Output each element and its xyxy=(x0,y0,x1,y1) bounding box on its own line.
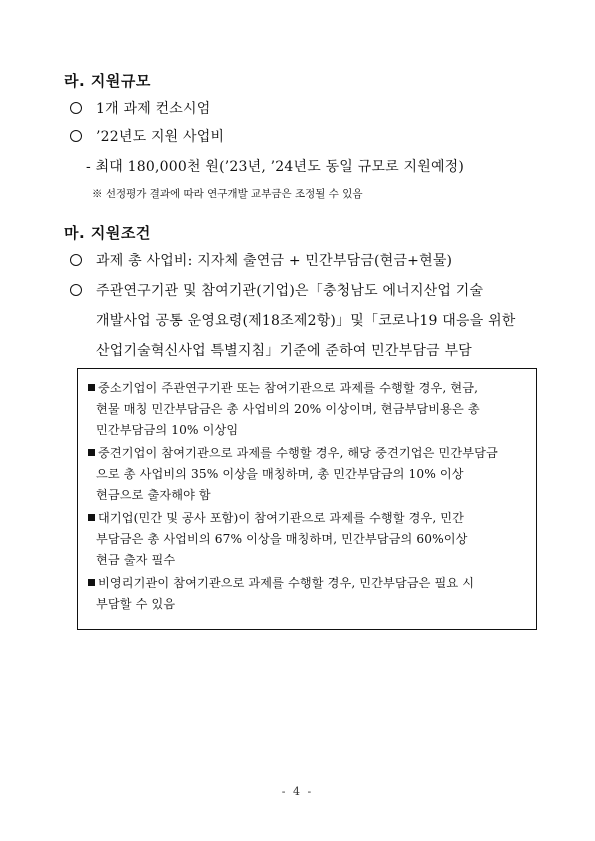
box-item-sme-line-1: 중소기업이 주관연구기관 또는 참여기관으로 과제를 수행할 경우, 현금, xyxy=(88,379,478,396)
filled-square-bullet-icon xyxy=(88,449,95,456)
filled-square-bullet-icon xyxy=(88,579,95,586)
support-conditions-item-2-line-2: 개발사업 공통 운영요령(제18조제2항)」및「코로나19 대응을 위한 xyxy=(96,313,516,329)
hollow-circle-bullet-icon xyxy=(70,130,82,142)
hollow-circle-bullet-icon xyxy=(70,102,82,114)
support-scale-item-2: ’22년도 지원 사업비 xyxy=(96,129,225,145)
box-item-nonprofit-line-1: 비영리기관이 참여기관으로 과제를 수행할 경우, 민간부담금은 필요 시 xyxy=(88,574,474,591)
box-item-nonprofit-line-2: 부담할 수 있음 xyxy=(96,597,176,611)
page-number: - 4 - xyxy=(281,785,314,798)
box-item-sme-line-2: 현물 매칭 민간부담금은 총 사업비의 20% 이상이며, 현금부담비용은 총 xyxy=(96,402,480,416)
matching-fund-conditions-box xyxy=(77,368,537,630)
section-title-support-scale: 라. 지원규모 xyxy=(64,72,151,90)
box-item-large-line-2: 부담금은 총 사업비의 67% 이상을 매칭하며, 민간부담금의 60%이상 xyxy=(96,532,468,546)
support-scale-note: ※ 선정평가 결과에 따라 연구개발 교부금은 조정될 수 있음 xyxy=(92,188,363,200)
box-item-large-line-3: 현금 출자 필수 xyxy=(96,553,176,567)
filled-square-bullet-icon xyxy=(88,514,95,521)
filled-square-bullet-icon xyxy=(88,384,95,391)
support-conditions-item-2-line-1: 주관연구기관 및 참여기관(기업)은「충청남도 에너지산업 기술 xyxy=(96,283,484,299)
box-item-midsize-line-2: 으로 총 사업비의 35% 이상을 매칭하며, 총 민간부담금의 10% 이상 xyxy=(96,467,464,481)
box-item-large-line-1: 대기업(민간 및 공사 포함)이 참여기관으로 과제를 수행할 경우, 민간 xyxy=(88,509,464,526)
hollow-circle-bullet-icon xyxy=(70,254,82,266)
box-item-midsize-line-1: 중견기업이 참여기관으로 과제를 수행할 경우, 해당 중견기업은 민간부담금 xyxy=(88,444,498,461)
box-item-sme-line-3: 민간부담금의 10% 이상임 xyxy=(96,423,239,437)
section-title-support-conditions: 마. 지원조건 xyxy=(64,224,151,242)
support-scale-max-budget: - 최대 180,000천 원(’23년, ’24년도 동일 규모로 지원예정) xyxy=(86,159,465,175)
support-conditions-item-2-line-3: 산업기술혁신사업 특별지침」기준에 준하여 민간부담금 부담 xyxy=(96,343,472,359)
box-item-midsize-line-3: 현금으로 출자해야 함 xyxy=(96,488,211,502)
hollow-circle-bullet-icon xyxy=(70,284,82,296)
support-scale-item-1: 1개 과제 컨소시엄 xyxy=(96,101,211,117)
support-conditions-item-1: 과제 총 사업비: 지자체 출연금 + 민간부담금(현금+현물) xyxy=(96,253,453,269)
